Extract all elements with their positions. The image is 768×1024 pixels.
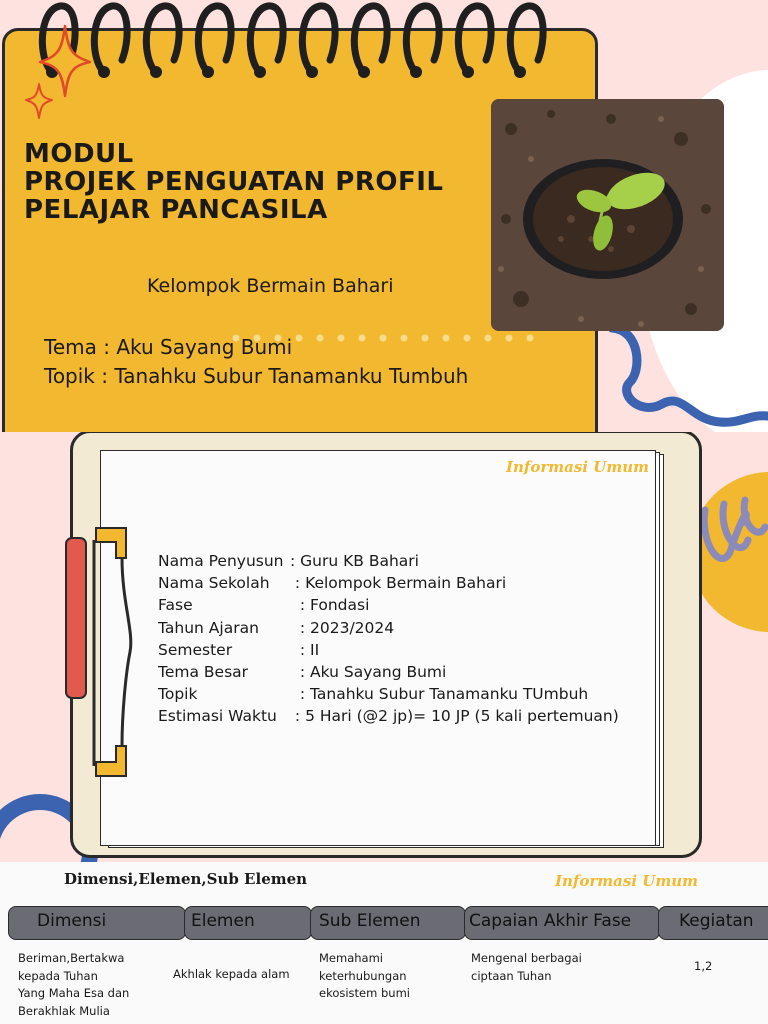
info-header: Informasi Umum bbox=[506, 458, 649, 476]
binder-clip-icon bbox=[60, 522, 140, 782]
header-label: Capaian Akhir Fase bbox=[469, 911, 632, 931]
table-cell-elemen: Akhlak kepada alam bbox=[173, 967, 290, 981]
seedling-in-pot-icon bbox=[491, 99, 724, 331]
sparkle-icon bbox=[20, 20, 100, 130]
theme-text: Tema : Aku Sayang Bumi bbox=[44, 335, 293, 359]
info-row: Estimasi Waktu : 5 Hari (@2 jp)= 10 JP (5 kali pertemuan) bbox=[158, 707, 619, 726]
squiggle-decoration bbox=[600, 320, 768, 432]
info-row: Tema Besar : Aku Sayang Bumi bbox=[158, 663, 447, 682]
table-cell-capaian: Mengenal berbagai ciptaan Tuhan bbox=[471, 951, 582, 983]
table-title: Dimensi,Elemen,Sub Elemen bbox=[64, 870, 308, 888]
info-row: Nama Sekolah : Kelompok Bermain Bahari bbox=[158, 574, 507, 593]
dimension-table-slide bbox=[0, 862, 768, 1024]
info-row: Fase : Fondasi bbox=[158, 596, 370, 615]
info-row: Tahun Ajaran : 2023/2024 bbox=[158, 618, 395, 637]
header-label: Kegiatan bbox=[679, 911, 754, 931]
header-label: Elemen bbox=[191, 911, 255, 931]
info-row: Topik : Tanahku Subur Tanamanku TUmbuh bbox=[158, 685, 589, 704]
general-info-slide bbox=[0, 432, 768, 862]
topic-text: Topik : Tanahku Subur Tanamanku Tumbuh bbox=[44, 364, 469, 388]
group-name: Kelompok Bermain Bahari bbox=[147, 275, 394, 297]
info-list bbox=[158, 550, 619, 728]
module-title: MODUL PROJEK PENGUATAN PROFIL PELAJAR PANCASILA bbox=[24, 139, 444, 225]
spiral-binding-icon bbox=[30, 0, 550, 85]
table-cell-dimensi: Beriman,Bertakwa kepada Tuhan Yang Maha Esa dan Berakhlak Mulia bbox=[18, 951, 130, 1018]
header-label: Sub Elemen bbox=[319, 911, 421, 931]
info-header: Informasi Umum bbox=[555, 872, 698, 890]
info-row: Semester : II bbox=[158, 640, 320, 659]
info-row: Nama Penyusun : Guru KB Bahari bbox=[158, 552, 419, 570]
header-label: Dimensi bbox=[37, 911, 107, 931]
seedling-photo bbox=[491, 99, 724, 331]
table-cell-sub-elemen: Memahami keterhubungan ekosistem bumi bbox=[319, 951, 410, 1000]
cover-slide bbox=[0, 0, 768, 432]
table-cell-kegiatan: 1,2 bbox=[694, 959, 713, 973]
